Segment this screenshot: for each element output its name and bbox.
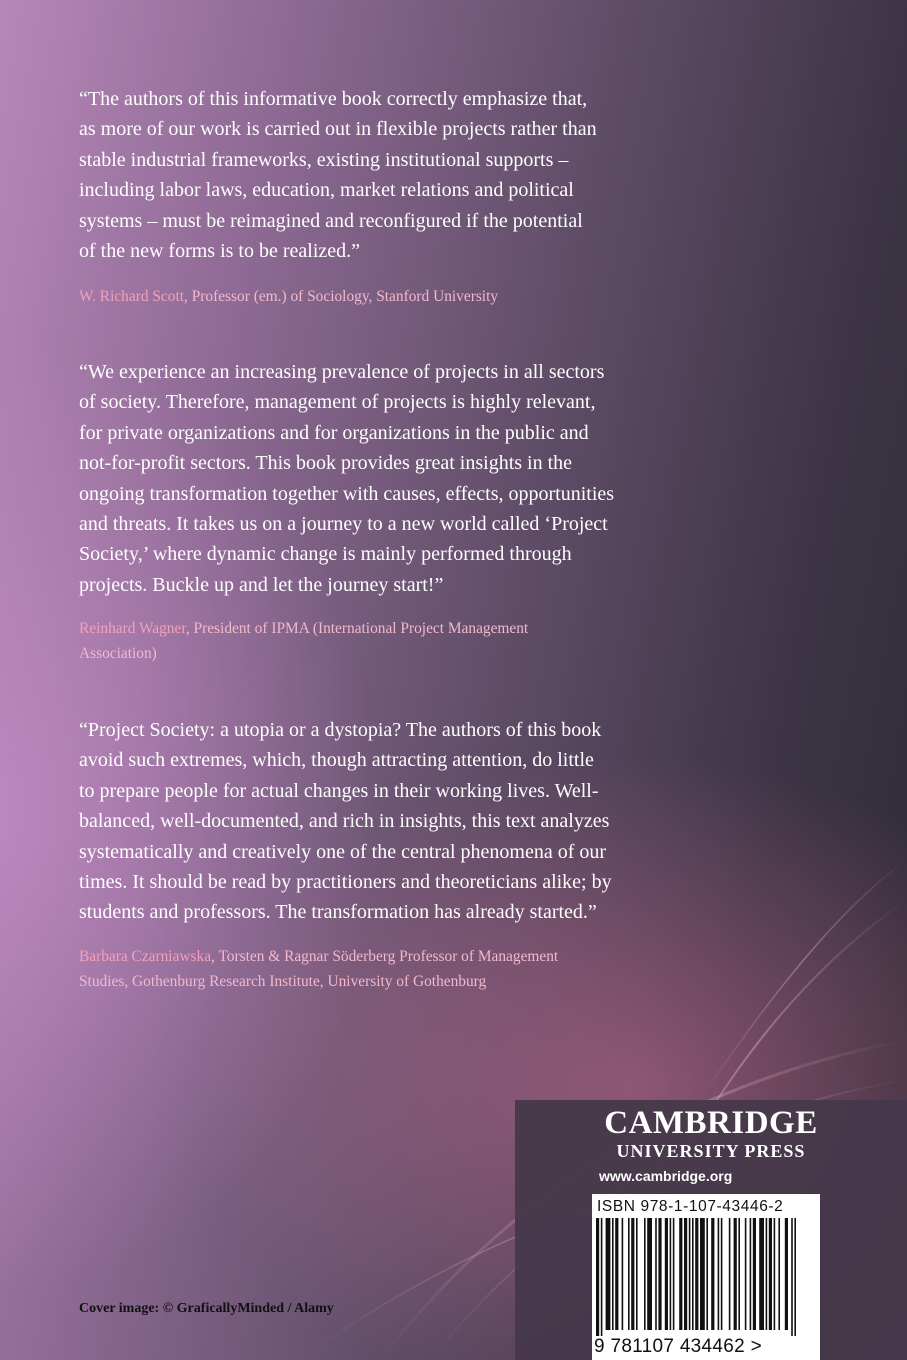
publisher-name: CAMBRIDGE [604, 1105, 818, 1141]
barcode-panel [592, 1194, 820, 1360]
ean-arrow: > [750, 1336, 763, 1357]
quote-2-attribution: Reinhard Wagner, President of IPMA (International Project Management Association) [79, 620, 529, 662]
quote-1-author: W. Richard Scott [79, 288, 185, 305]
isbn-label: ISBN 978-1-107-43446-2 [597, 1198, 784, 1215]
quote-1-attribution: W. Richard Scott, Professor (em.) of Sociology, Stanford University [79, 288, 499, 305]
ean-digits: 9 781107 434462 > [594, 1336, 763, 1357]
quote-3-text: “Project Society: a utopia or a dystopia? The authors of this book avoid such extremes, which, though attracting attention, do little to prepare people for actual changes in their working lives. Well- balanced, well-documented, and rich in insights, this text analyzes systematically and creatively one of the central phenomena of our times. It should be read by practitioners and theoreticians alike; by students and professors. The transformation has already started.” [79, 719, 612, 924]
quote-2-text: “We experience an increasing prevalence of projects in all sectors of society. Therefore, management of projects is highly relevant, for private organizations and for organizations in the public and not-for-profit sectors. This book provides great insights in the ongoing transformation together with causes, effects, opportunities and threats. It takes us on a journey to a new world called ‘Project Society,’ where dynamic change is mainly performed through projects. Buckle up and let the journey start!” [79, 361, 615, 596]
cover-image-credit: Cover image: © GraficallyMinded / Alamy [79, 1301, 334, 1316]
quote-3-author: Barbara Czarniawska [79, 948, 212, 965]
quote-1-text: “The authors of this informative book correctly emphasize that, as more of our work is carried out in flexible projects rather than stable industrial frameworks, existing institutional supports – including labor laws, education, market relations and political systems – must be reimagined and reconfigured if the potential of the new forms is to be realized.” [79, 88, 597, 263]
barcode-image [596, 1218, 816, 1336]
publisher-block [515, 1100, 907, 1360]
quote-3-attribution: Barbara Czarniawska, Torsten & Ragnar Söderberg Professor of Management Studies, Gothenburg Research Institute, University of Gothenburg [79, 948, 559, 990]
publisher-url[interactable]: www.cambridge.org [599, 1168, 733, 1184]
quote-2-author: Reinhard Wagner [79, 620, 186, 637]
publisher-subname: UNIVERSITY PRESS [616, 1141, 806, 1161]
